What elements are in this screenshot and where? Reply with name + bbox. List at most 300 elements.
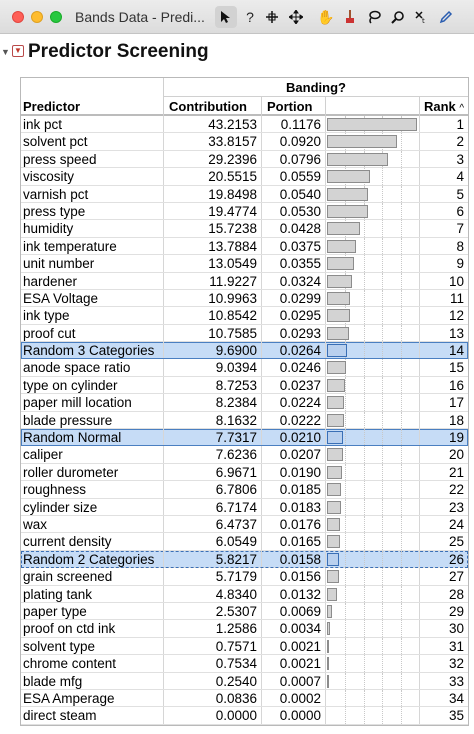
bar-gridline xyxy=(401,499,402,515)
portion-bar-cell xyxy=(325,516,419,532)
table-row[interactable] xyxy=(21,690,468,707)
table-row[interactable] xyxy=(21,116,468,133)
portion-bar xyxy=(327,657,329,670)
predictor-cell: press type xyxy=(23,203,86,219)
portion-bar-cell xyxy=(325,603,419,619)
table-row[interactable] xyxy=(21,238,468,255)
arrow-pointer-icon[interactable] xyxy=(215,6,237,28)
bar-gridline xyxy=(382,603,383,619)
contribution-cell: 1.2586 xyxy=(163,620,261,636)
portion-bar xyxy=(327,135,397,148)
predictor-cell: wax xyxy=(23,516,48,532)
contribution-cell: 4.8340 xyxy=(163,586,261,602)
portion-bar-cell xyxy=(325,186,419,202)
table-row[interactable] xyxy=(21,151,468,168)
rank-cell: 21 xyxy=(419,464,468,480)
bar-gridline xyxy=(364,394,365,410)
table-row[interactable] xyxy=(21,394,468,411)
bar-gridline xyxy=(364,359,365,375)
portion-cell: 0.0324 xyxy=(261,273,325,289)
crosshair-icon[interactable] xyxy=(261,6,283,28)
portion-bar xyxy=(327,170,370,183)
bar-gridline xyxy=(364,516,365,532)
rank-cell: 30 xyxy=(419,620,468,636)
portion-cell: 0.0540 xyxy=(261,186,325,202)
bar-gridline xyxy=(401,568,402,584)
table-row[interactable] xyxy=(21,429,468,446)
portion-bar xyxy=(327,222,360,235)
bar-gridline xyxy=(401,220,402,236)
portion-bar xyxy=(327,396,344,409)
portion-bar xyxy=(327,292,350,305)
bar-gridline xyxy=(401,133,402,149)
contribution-cell: 10.7585 xyxy=(163,325,261,341)
bar-gridline xyxy=(364,690,365,706)
rank-cell: 7 xyxy=(419,220,468,236)
contribution-cell: 6.7806 xyxy=(163,481,261,497)
rank-cell: 27 xyxy=(419,568,468,584)
contribution-cell: 11.9227 xyxy=(163,273,261,289)
table-row[interactable] xyxy=(21,290,468,307)
table-row[interactable] xyxy=(21,359,468,376)
bar-gridline xyxy=(364,551,365,567)
bar-gridline xyxy=(401,412,402,428)
portion-bar xyxy=(327,588,337,601)
rank-cell: 15 xyxy=(419,359,468,375)
rank-cell: 35 xyxy=(419,707,468,723)
rank-cell: 14 xyxy=(419,342,468,358)
predictor-cell: caliper xyxy=(23,447,63,463)
table-row[interactable] xyxy=(21,307,468,324)
predictor-cell: proof on ctd ink xyxy=(23,621,116,637)
bar-gridline xyxy=(345,499,346,515)
predictor-cell: Random 2 Categories xyxy=(23,551,155,567)
rank-cell: 6 xyxy=(419,203,468,219)
window-titlebar xyxy=(0,0,474,34)
predictor-cell: ink pct xyxy=(23,117,63,132)
bar-gridline xyxy=(364,377,365,393)
bar-gridline xyxy=(382,307,383,323)
bar-gridline xyxy=(364,325,365,341)
bar-gridline xyxy=(401,186,402,202)
bar-gridline xyxy=(382,394,383,410)
portion-bar xyxy=(327,257,354,270)
bar-gridline xyxy=(364,568,365,584)
bar-gridline xyxy=(382,707,383,723)
predictor-screening-table xyxy=(20,77,469,726)
portion-bar xyxy=(327,188,368,201)
contribution-cell: 29.2396 xyxy=(163,151,261,167)
portion-bar-cell xyxy=(325,342,419,358)
bar-gridline xyxy=(382,273,383,289)
contribution-cell: 15.7238 xyxy=(163,220,261,236)
bar-gridline xyxy=(364,603,365,619)
outline-header xyxy=(0,40,474,66)
bar-gridline xyxy=(364,290,365,306)
bar-gridline xyxy=(382,168,383,184)
annotate-icon[interactable] xyxy=(410,6,432,28)
predictor-cell: ink temperature xyxy=(23,238,117,254)
portion-bar xyxy=(327,275,352,288)
portion-bar xyxy=(327,309,350,322)
bar-gridline xyxy=(364,220,365,236)
contribution-cell: 0.7571 xyxy=(163,638,261,654)
portion-cell: 0.0222 xyxy=(261,412,325,428)
portion-bar-cell xyxy=(325,707,419,723)
contribution-cell: 13.0549 xyxy=(163,255,261,271)
rank-cell: 32 xyxy=(419,655,468,671)
table-row[interactable] xyxy=(21,377,468,394)
pencil-icon[interactable] xyxy=(435,6,457,28)
rank-cell: 19 xyxy=(419,429,468,445)
portion-bar-cell xyxy=(325,168,419,184)
portion-cell: 0.0034 xyxy=(261,620,325,636)
bar-gridline xyxy=(401,551,402,567)
rank-cell: 10 xyxy=(419,273,468,289)
table-row[interactable] xyxy=(21,325,468,342)
predictor-cell: ink type xyxy=(23,308,70,324)
portion-cell: 0.0156 xyxy=(261,568,325,584)
table-row[interactable] xyxy=(21,342,468,359)
portion-bar xyxy=(327,448,343,461)
portion-bar-cell xyxy=(325,238,419,254)
rank-cell: 5 xyxy=(419,186,468,202)
predictor-cell: hardener xyxy=(23,273,78,289)
predictor-cell: solvent type xyxy=(23,638,96,654)
rank-cell: 34 xyxy=(419,690,468,706)
sort-ascending-icon: ^ xyxy=(459,103,465,114)
portion-bar xyxy=(327,466,342,479)
portion-bar xyxy=(327,379,345,392)
window-title: Bands Data - Predi... xyxy=(75,9,205,25)
predictor-cell: Random 3 Categories xyxy=(23,343,155,359)
bar-gridline xyxy=(364,446,365,462)
bar-gridline xyxy=(345,446,346,462)
predictor-cell: blade mfg xyxy=(23,673,83,689)
table-header-row xyxy=(21,97,468,116)
portion-bar xyxy=(327,570,339,583)
bar-gridline xyxy=(364,707,365,723)
bar-gridline xyxy=(382,533,383,549)
portion-cell: 0.0428 xyxy=(261,220,325,236)
bar-gridline xyxy=(401,151,402,167)
portion-bar-cell xyxy=(325,464,419,480)
bar-gridline xyxy=(401,359,402,375)
table-row[interactable] xyxy=(21,516,468,533)
portion-bar xyxy=(327,553,339,566)
bar-gridline xyxy=(401,707,402,723)
portion-bar xyxy=(327,205,368,218)
bar-gridline xyxy=(382,220,383,236)
bar-gridline xyxy=(401,464,402,480)
portion-bar-cell xyxy=(325,533,419,549)
table-row[interactable] xyxy=(21,255,468,272)
table-row[interactable] xyxy=(21,499,468,516)
rank-cell: 9 xyxy=(419,255,468,271)
move-icon[interactable] xyxy=(285,6,307,28)
rank-cell: 8 xyxy=(419,238,468,254)
portion-cell: 0.0246 xyxy=(261,359,325,375)
bar-gridline xyxy=(345,655,346,671)
bar-gridline xyxy=(382,290,383,306)
bar-gridline xyxy=(401,429,402,445)
portion-cell: 0.0021 xyxy=(261,638,325,654)
rank-cell: 12 xyxy=(419,307,468,323)
bar-gridline xyxy=(401,203,402,219)
bar-gridline xyxy=(401,307,402,323)
contribution-cell: 8.1632 xyxy=(163,412,261,428)
bar-gridline xyxy=(401,238,402,254)
table-row[interactable] xyxy=(21,638,468,655)
bar-gridline xyxy=(382,551,383,567)
portion-bar-cell xyxy=(325,325,419,341)
contribution-cell: 8.2384 xyxy=(163,394,261,410)
bar-gridline xyxy=(364,499,365,515)
portion-cell: 0.0920 xyxy=(261,133,325,149)
predictor-cell: ESA Amperage xyxy=(23,690,115,706)
portion-bar-cell xyxy=(325,203,419,219)
predictor-cell: viscosity xyxy=(23,169,75,185)
rank-cell: 22 xyxy=(419,481,468,497)
contribution-cell: 19.4774 xyxy=(163,203,261,219)
bar-gridline xyxy=(382,255,383,271)
table-row[interactable] xyxy=(21,533,468,550)
bar-gridline xyxy=(382,464,383,480)
table-group-header-row xyxy=(21,78,468,97)
bar-gridline xyxy=(382,481,383,497)
table-body xyxy=(21,116,468,725)
portion-bar xyxy=(327,535,340,548)
bar-gridline xyxy=(345,603,346,619)
portion-cell: 0.0165 xyxy=(261,533,325,549)
bar-gridline xyxy=(345,638,346,654)
bar-gridline xyxy=(401,168,402,184)
bar-gridline xyxy=(401,586,402,602)
table-row[interactable] xyxy=(21,186,468,203)
portion-cell: 0.0132 xyxy=(261,586,325,602)
column-header-rank[interactable] xyxy=(419,97,468,116)
column-header-contribution[interactable]: Contribution xyxy=(163,97,261,116)
bar-gridline xyxy=(401,690,402,706)
bar-gridline xyxy=(382,499,383,515)
predictor-cell: Random Normal xyxy=(23,430,122,446)
bar-gridline xyxy=(401,533,402,549)
portion-bar-cell xyxy=(325,551,419,567)
predictor-cell: grain screened xyxy=(23,569,113,585)
grabber-hand-icon[interactable]: ✋ xyxy=(317,8,335,25)
contribution-cell: 7.7317 xyxy=(163,429,261,445)
portion-bar-cell xyxy=(325,394,419,410)
magnifier-icon[interactable] xyxy=(387,6,409,28)
bar-gridline xyxy=(382,203,383,219)
rank-cell: 25 xyxy=(419,533,468,549)
portion-cell: 0.0530 xyxy=(261,203,325,219)
contribution-cell: 9.6900 xyxy=(163,342,261,358)
contribution-cell: 5.7179 xyxy=(163,568,261,584)
bar-gridline xyxy=(401,394,402,410)
minimize-window-button[interactable] xyxy=(31,11,43,23)
portion-cell: 0.0264 xyxy=(261,342,325,358)
table-row[interactable] xyxy=(21,168,468,185)
red-triangle-menu-icon[interactable]: ▼ xyxy=(12,45,24,57)
portion-bar-cell xyxy=(325,673,419,689)
rank-cell: 13 xyxy=(419,325,468,341)
predictor-cell: chrome content xyxy=(23,656,117,672)
rank-cell: 33 xyxy=(419,673,468,689)
bar-gridline xyxy=(382,238,383,254)
table-row[interactable] xyxy=(21,220,468,237)
bar-gridline xyxy=(345,551,346,567)
portion-bar xyxy=(327,414,344,427)
table-row[interactable] xyxy=(21,586,468,603)
help-question-icon[interactable]: ? xyxy=(246,9,254,25)
table-row[interactable] xyxy=(21,551,468,568)
portion-bar-cell xyxy=(325,568,419,584)
portion-cell: 0.0295 xyxy=(261,307,325,323)
bar-gridline xyxy=(364,481,365,497)
predictor-cell: current density xyxy=(23,534,112,550)
brush-icon[interactable] xyxy=(339,6,361,28)
column-header-portion[interactable]: Portion xyxy=(261,97,325,116)
rank-cell: 24 xyxy=(419,516,468,532)
bar-gridline xyxy=(364,238,365,254)
table-row[interactable] xyxy=(21,464,468,481)
rank-cell: 18 xyxy=(419,412,468,428)
contribution-cell: 10.9963 xyxy=(163,290,261,306)
bar-gridline xyxy=(364,342,365,358)
bar-gridline xyxy=(345,707,346,723)
contribution-cell: 2.5307 xyxy=(163,603,261,619)
portion-bar xyxy=(327,675,329,688)
bar-gridline xyxy=(382,429,383,445)
table-row[interactable] xyxy=(21,273,468,290)
rank-cell: 20 xyxy=(419,446,468,462)
table-row[interactable] xyxy=(21,568,468,585)
portion-cell: 0.0021 xyxy=(261,655,325,671)
portion-cell: 0.0183 xyxy=(261,499,325,515)
column-header-bar xyxy=(325,97,419,116)
table-row[interactable] xyxy=(21,133,468,150)
portion-bar xyxy=(327,483,341,496)
column-header-predictor[interactable]: Predictor xyxy=(23,99,81,114)
bar-gridline xyxy=(364,273,365,289)
bar-gridline xyxy=(345,586,346,602)
portion-bar-cell xyxy=(325,255,419,271)
table-row[interactable] xyxy=(21,673,468,690)
predictor-cell: solvent pct xyxy=(23,134,88,150)
portion-cell: 0.0224 xyxy=(261,394,325,410)
bar-gridline xyxy=(345,620,346,636)
contribution-cell: 8.7253 xyxy=(163,377,261,393)
predictor-cell: humidity xyxy=(23,221,74,237)
predictor-cell: press speed xyxy=(23,151,97,167)
predictor-cell: roughness xyxy=(23,482,87,498)
table-row[interactable] xyxy=(21,203,468,220)
portion-cell: 0.0069 xyxy=(261,603,325,619)
rank-cell: 31 xyxy=(419,638,468,654)
bar-gridline xyxy=(345,464,346,480)
contribution-cell: 0.2540 xyxy=(163,673,261,689)
contribution-cell: 6.0549 xyxy=(163,533,261,549)
contribution-cell: 33.8157 xyxy=(163,133,261,149)
portion-bar xyxy=(327,153,388,166)
predictor-cell: paper type xyxy=(23,603,87,619)
outline-collapse-triangle-icon[interactable]: ▼ xyxy=(1,47,10,57)
contribution-cell: 7.6236 xyxy=(163,446,261,462)
portion-bar xyxy=(327,640,329,653)
portion-bar xyxy=(327,240,356,253)
table-row[interactable] xyxy=(21,412,468,429)
contribution-cell: 0.0000 xyxy=(163,707,261,723)
rank-cell: 11 xyxy=(419,290,468,306)
bar-gridline xyxy=(382,412,383,428)
rank-cell: 16 xyxy=(419,377,468,393)
table-row[interactable] xyxy=(21,603,468,620)
rank-cell: 3 xyxy=(419,151,468,167)
table-row[interactable] xyxy=(21,655,468,672)
predictor-cell: blade pressure xyxy=(23,412,113,428)
table-row[interactable] xyxy=(21,707,468,724)
bar-gridline xyxy=(401,325,402,341)
bar-gridline xyxy=(401,673,402,689)
lasso-icon[interactable] xyxy=(363,6,385,28)
bar-gridline xyxy=(345,568,346,584)
portion-bar-cell xyxy=(325,220,419,236)
rank-cell: 28 xyxy=(419,586,468,602)
bar-gridline xyxy=(345,394,346,410)
rank-cell: 29 xyxy=(419,603,468,619)
portion-cell: 0.0237 xyxy=(261,377,325,393)
contribution-cell: 10.8542 xyxy=(163,307,261,323)
bar-gridline xyxy=(364,255,365,271)
report-title: Predictor Screening xyxy=(28,41,209,62)
predictor-cell: varnish pct xyxy=(23,186,89,202)
bar-gridline xyxy=(382,342,383,358)
contribution-cell: 6.7174 xyxy=(163,499,261,515)
bar-gridline xyxy=(401,290,402,306)
portion-bar xyxy=(327,501,341,514)
bar-gridline xyxy=(401,273,402,289)
table-row[interactable] xyxy=(21,481,468,498)
predictor-cell: proof cut xyxy=(23,325,76,341)
portion-bar xyxy=(327,327,349,340)
predictor-cell: plating tank xyxy=(23,586,93,602)
portion-cell: 0.1176 xyxy=(261,116,325,132)
bar-gridline xyxy=(382,377,383,393)
bar-gridline xyxy=(401,638,402,654)
rank-cell: 2 xyxy=(419,133,468,149)
close-window-button[interactable] xyxy=(12,11,24,23)
rank-cell: 26 xyxy=(419,551,468,567)
portion-cell: 0.0176 xyxy=(261,516,325,532)
portion-bar-cell xyxy=(325,586,419,602)
bar-gridline xyxy=(382,186,383,202)
contribution-cell: 6.9671 xyxy=(163,464,261,480)
predictor-cell: cylinder size xyxy=(23,499,98,515)
portion-bar xyxy=(327,361,346,374)
bar-gridline xyxy=(345,429,346,445)
portion-cell: 0.0796 xyxy=(261,151,325,167)
table-row[interactable] xyxy=(21,620,468,637)
bar-gridline xyxy=(382,568,383,584)
predictor-cell: type on cylinder xyxy=(23,377,118,393)
bar-gridline xyxy=(364,412,365,428)
zoom-window-button[interactable] xyxy=(50,11,62,23)
predictor-cell: direct steam xyxy=(23,708,97,724)
contribution-cell: 0.7534 xyxy=(163,655,261,671)
portion-bar xyxy=(327,605,332,618)
table-row[interactable] xyxy=(21,446,468,463)
